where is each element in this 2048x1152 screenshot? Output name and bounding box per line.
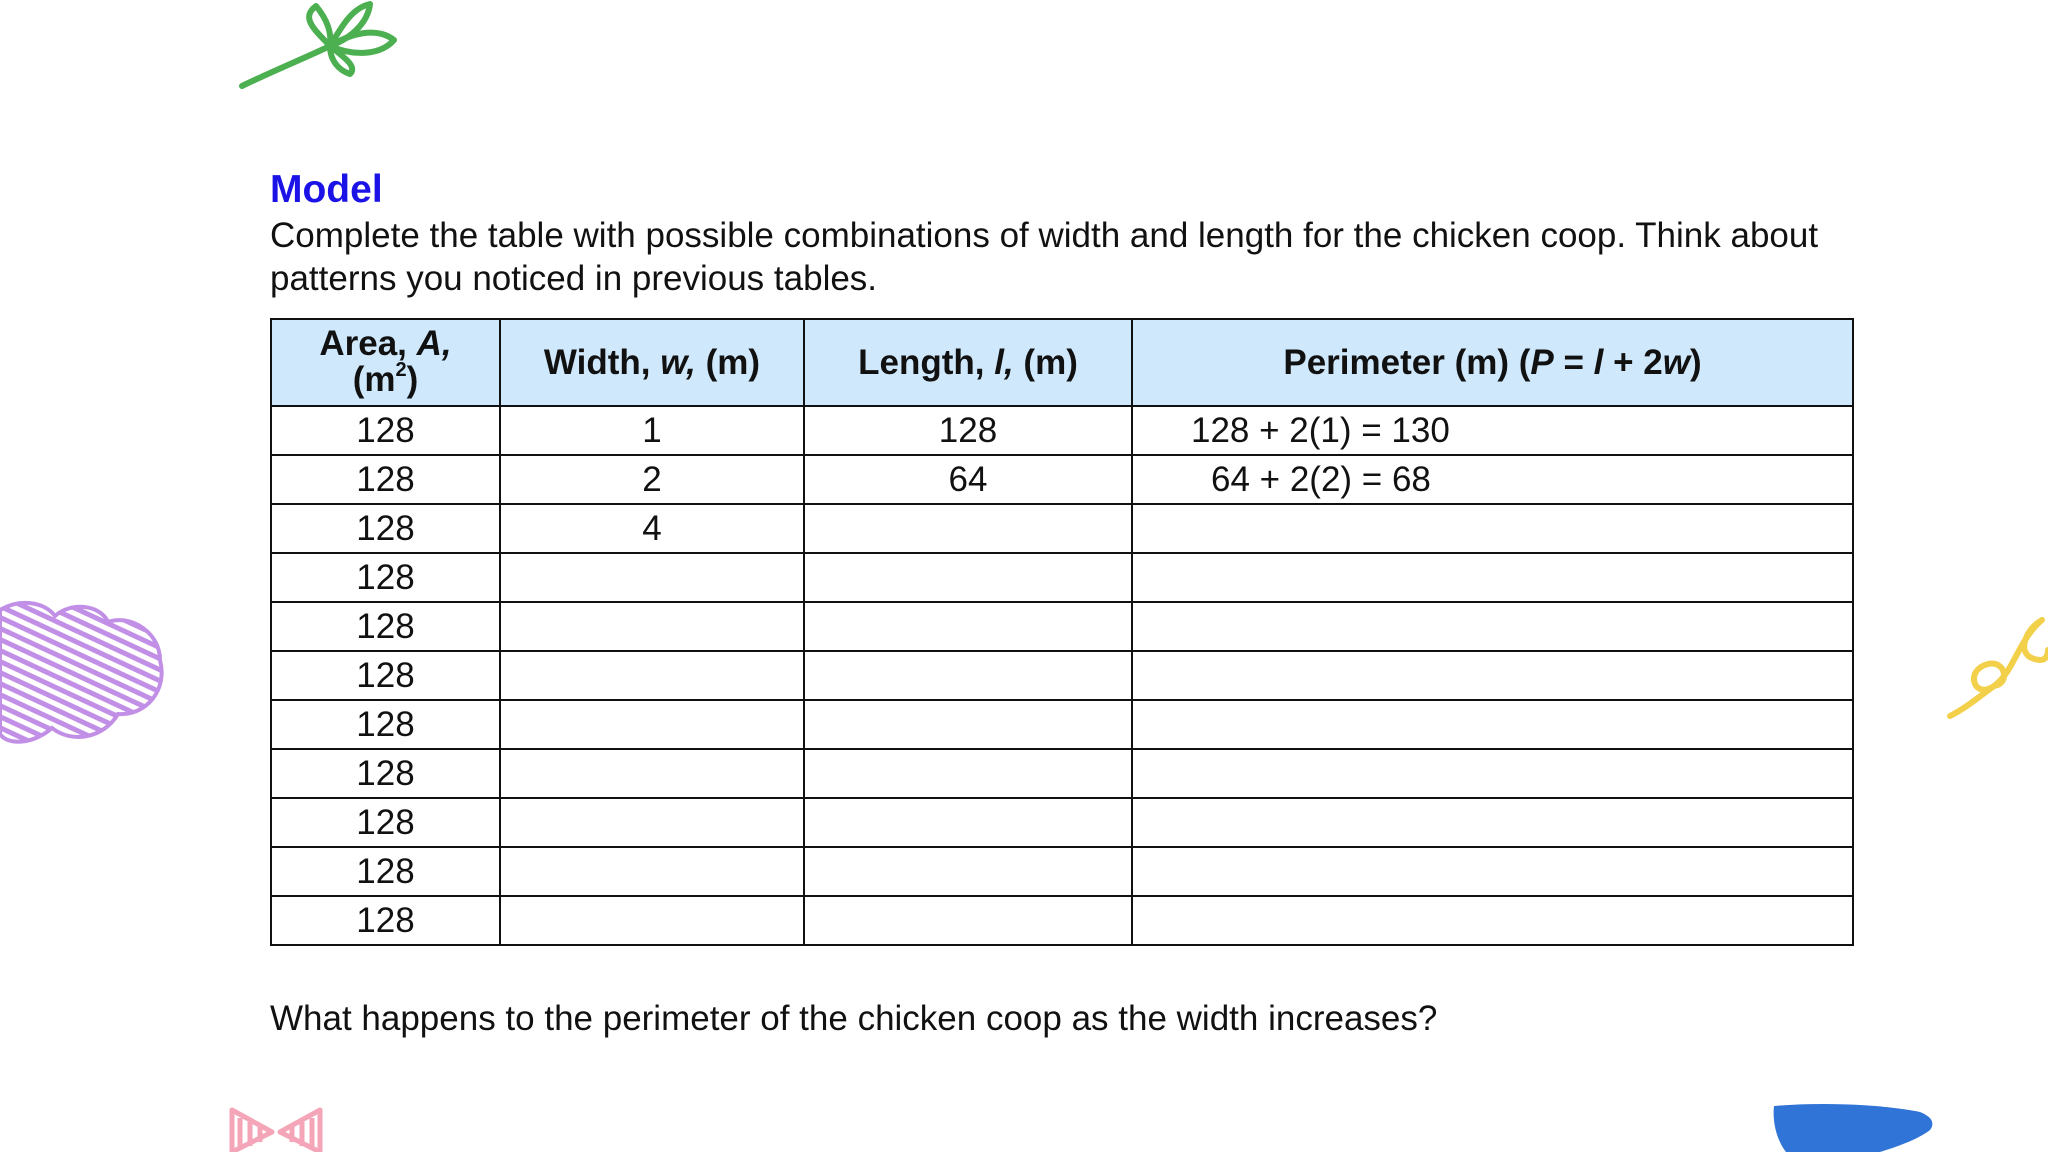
width-cell[interactable]: [500, 749, 804, 798]
length-cell[interactable]: [804, 749, 1132, 798]
perimeter-cell[interactable]: [1132, 504, 1853, 553]
header-perimeter-close: ): [1689, 342, 1702, 382]
header-width-unit: (m): [695, 342, 761, 382]
width-cell[interactable]: [500, 651, 804, 700]
table-row: [271, 847, 1853, 896]
width-cell[interactable]: [500, 896, 804, 945]
header-perimeter-prefix: Perimeter (m) (: [1283, 342, 1531, 382]
table-row: [271, 798, 1853, 847]
header-area-unit-sup: 2: [395, 359, 407, 381]
leaf-sprig-icon: [230, 0, 410, 100]
length-cell[interactable]: 64: [804, 455, 1132, 504]
width-cell[interactable]: 1: [500, 406, 804, 455]
area-table-container: [270, 318, 1854, 946]
width-cell[interactable]: [500, 700, 804, 749]
header-area-var: A,: [416, 324, 452, 363]
table-row: [271, 651, 1853, 700]
perimeter-value: 64 + 2(2) = 68: [1211, 459, 1431, 499]
area-cell: 128: [271, 896, 500, 945]
length-cell[interactable]: [804, 700, 1132, 749]
perimeter-cell[interactable]: [1132, 749, 1853, 798]
striped-cloud-icon: [0, 598, 170, 748]
length-cell[interactable]: [804, 504, 1132, 553]
header-area-unit-open: (m: [352, 360, 396, 399]
header-length-var: l,: [994, 342, 1014, 382]
perimeter-cell[interactable]: [1132, 798, 1853, 847]
length-cell[interactable]: [804, 847, 1132, 896]
table-row: [271, 553, 1853, 602]
blue-brush-blob-icon: [1770, 1102, 1936, 1152]
yellow-squiggle-icon: [1944, 600, 2048, 730]
perimeter-cell[interactable]: [1132, 896, 1853, 945]
header-width: [500, 319, 804, 406]
width-cell[interactable]: [500, 847, 804, 896]
perimeter-cell[interactable]: [1132, 455, 1853, 504]
perimeter-cell[interactable]: [1132, 847, 1853, 896]
length-cell[interactable]: [804, 798, 1132, 847]
length-cell[interactable]: [804, 896, 1132, 945]
length-cell[interactable]: 128: [804, 406, 1132, 455]
table-row: [271, 455, 1853, 504]
length-cell[interactable]: [804, 553, 1132, 602]
table-row: [271, 406, 1853, 455]
area-cell: 128: [271, 602, 500, 651]
width-cell[interactable]: [500, 798, 804, 847]
area-cell: 128: [271, 749, 500, 798]
perimeter-cell[interactable]: [1132, 602, 1853, 651]
length-cell[interactable]: [804, 651, 1132, 700]
header-area-unit-close: ): [406, 360, 419, 399]
pink-bow-icon: [228, 1106, 324, 1152]
area-cell: 128: [271, 700, 500, 749]
area-cell: 128: [271, 798, 500, 847]
width-cell[interactable]: 4: [500, 504, 804, 553]
header-length-prefix: Length,: [858, 342, 995, 382]
table-row: [271, 602, 1853, 651]
width-cell[interactable]: [500, 602, 804, 651]
area-cell: 128: [271, 406, 500, 455]
instructions-text: Complete the table with possible combinations of width and length for the chicken coop. Think about patterns you noticed in previous tables.: [270, 216, 1819, 298]
question-text: What happens to the perimeter of the chicken coop as the width increases?: [270, 999, 1438, 1038]
area-cell: 128: [271, 651, 500, 700]
perimeter-cell[interactable]: [1132, 651, 1853, 700]
table-row: [271, 504, 1853, 553]
table-row: [271, 749, 1853, 798]
header-width-var: w,: [660, 342, 696, 382]
width-cell[interactable]: 2: [500, 455, 804, 504]
area-width-length-table: [270, 318, 1854, 946]
header-perimeter-plus: + 2: [1603, 342, 1663, 382]
length-cell[interactable]: [804, 602, 1132, 651]
header-perimeter-eq: =: [1553, 342, 1594, 382]
header-area-prefix: Area,: [319, 324, 417, 363]
area-cell: 128: [271, 455, 500, 504]
table-row: [271, 896, 1853, 945]
perimeter-cell[interactable]: [1132, 406, 1853, 455]
header-perimeter: [1132, 319, 1853, 406]
header-perimeter-p: P: [1530, 342, 1554, 382]
area-cell: 128: [271, 504, 500, 553]
table-header-row: [271, 319, 1853, 406]
width-cell[interactable]: [500, 553, 804, 602]
header-length: [804, 319, 1132, 406]
header-width-prefix: Width,: [543, 342, 661, 382]
section-heading: Model: [270, 168, 383, 211]
perimeter-cell[interactable]: [1132, 700, 1853, 749]
header-perimeter-l: l: [1593, 342, 1604, 382]
table-row: [271, 700, 1853, 749]
area-cell: 128: [271, 847, 500, 896]
perimeter-cell[interactable]: [1132, 553, 1853, 602]
header-area: [271, 319, 500, 406]
area-cell: 128: [271, 553, 500, 602]
perimeter-value: 128 + 2(1) = 130: [1191, 410, 1450, 450]
header-perimeter-w: w: [1662, 342, 1690, 382]
header-length-unit: (m): [1013, 342, 1078, 382]
